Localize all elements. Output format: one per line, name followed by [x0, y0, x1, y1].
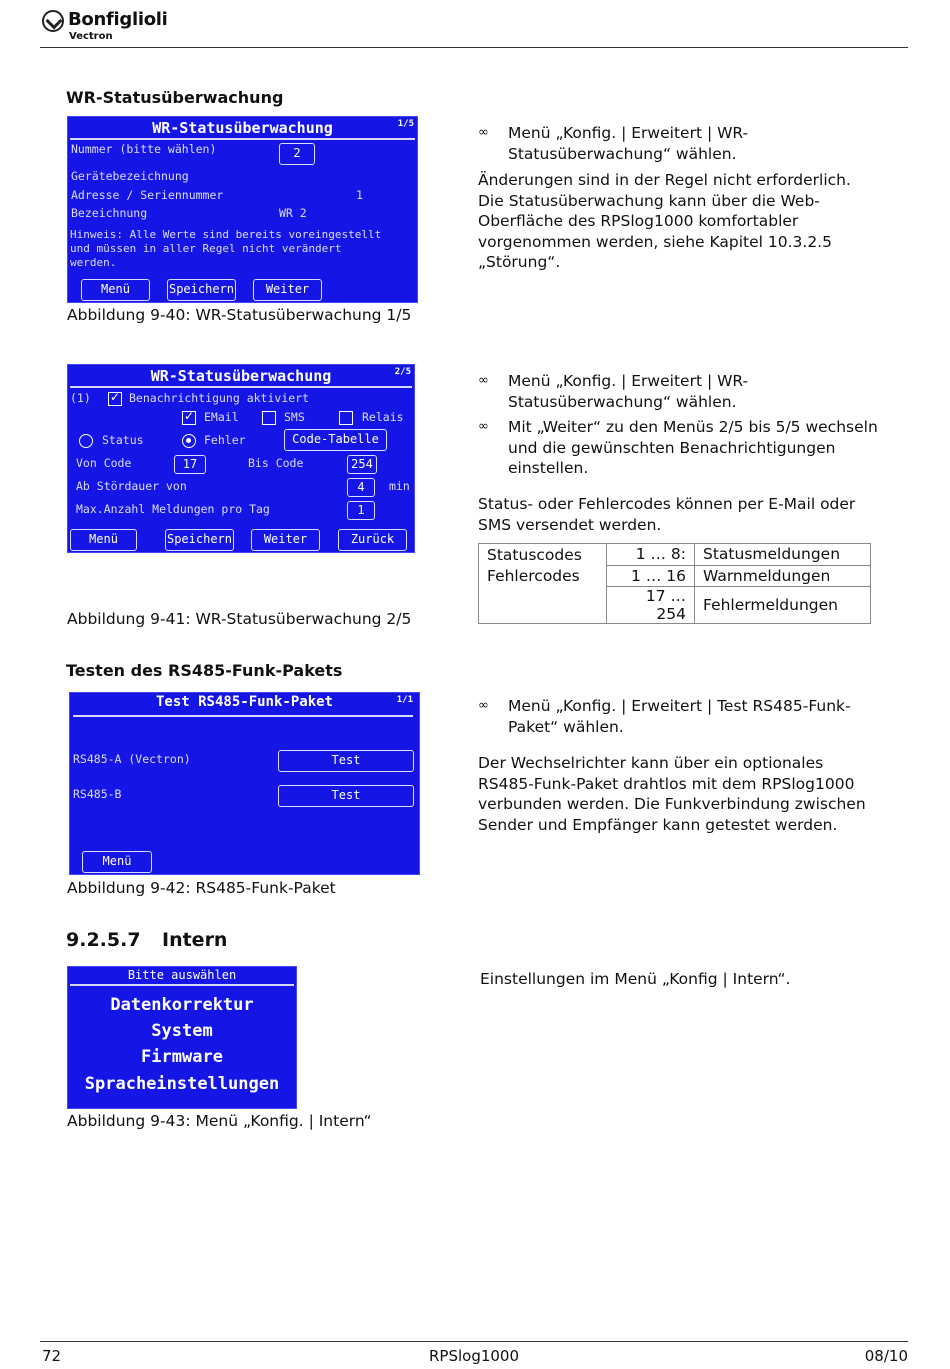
lcd-index: (1): [70, 391, 91, 405]
lcd-divider: [73, 715, 413, 717]
page-footer: [40, 1341, 908, 1367]
lcd-page: 1/1: [396, 695, 413, 705]
next-button[interactable]: Weiter: [251, 529, 320, 551]
paragraph-s3: Der Wechselrichter kann über ein optionales RS485-Funk-Paket drahtlos mit dem RPSlog1000 verbunden werden. Die Funkverbindung zwischen Sender und Empfänger kann getestet werden.: [478, 754, 866, 834]
save-button[interactable]: Speichern: [167, 279, 236, 301]
rs485-a-label: RS485-A (Vectron): [73, 752, 191, 766]
table-cell: 1 … 8:: [607, 544, 695, 566]
table-row: [479, 587, 871, 624]
save-button[interactable]: Speichern: [165, 529, 234, 551]
bonfiglioli-logo-icon: [42, 10, 64, 32]
next-button[interactable]: Weiter: [253, 279, 322, 301]
lcd-row-bezeichnung: Bezeichnung: [71, 206, 148, 220]
menu-button[interactable]: Menü: [82, 851, 152, 873]
paragraph-s4: Einstellungen im Menü „Konfig | Intern“.: [480, 970, 791, 988]
lcd-title: Bitte auswählen: [127, 968, 237, 982]
menu-item-system[interactable]: System: [151, 1021, 213, 1041]
relais-checkbox[interactable]: [339, 411, 353, 425]
table-cell: 17 … 254: [607, 587, 695, 624]
lcd-page: 1/5: [397, 119, 414, 129]
von-code-label: Von Code: [76, 456, 132, 470]
lcd-divider: [70, 386, 412, 388]
benachrichtigung-label: Benachrichtigung aktiviert: [129, 391, 310, 405]
lcd-divider: [70, 138, 415, 140]
footer-date: 08/10: [864, 1347, 908, 1365]
code-table-button[interactable]: Code-Tabelle: [284, 429, 387, 451]
lcd-hint-3: werden.: [70, 256, 117, 269]
relais-label: Relais: [362, 410, 404, 424]
paragraph-s2: Status- oder Fehlercodes können per E-Mail oder SMS versendet werden.: [478, 495, 856, 534]
adresse-value: 1: [356, 188, 363, 202]
sms-label: SMS: [284, 410, 305, 424]
table-cell: Warnmeldungen: [695, 565, 871, 587]
table-cell: Statuscodes: [479, 544, 607, 566]
menu-button[interactable]: Menü: [70, 529, 137, 551]
bullet-icon: ∞: [478, 419, 489, 434]
lcd-screen-status-1: [67, 116, 418, 303]
max-meldungen-label: Max.Anzahl Meldungen pro Tag: [76, 502, 270, 516]
sms-checkbox[interactable]: [262, 411, 276, 425]
bullet-s1: [478, 123, 878, 164]
table-row: [479, 544, 871, 566]
table-cell: Fehlercodes: [479, 565, 607, 587]
bullet-icon: ∞: [478, 373, 489, 388]
menu-button[interactable]: Menü: [81, 279, 150, 301]
benachrichtigung-checkbox[interactable]: [108, 392, 122, 406]
lcd-page: 2/5: [394, 367, 411, 377]
status-radio[interactable]: [79, 434, 93, 448]
max-meldungen-field[interactable]: 1: [347, 501, 375, 520]
menu-item-spracheinstellungen[interactable]: Spracheinstellungen: [84, 1074, 280, 1094]
back-button[interactable]: Zurück: [338, 529, 407, 551]
lcd-row-adresse: Adresse / Seriennummer: [71, 188, 224, 202]
figure-caption-9-41: Abbildung 9-41: WR-Statusüberwachung 2/5: [67, 610, 412, 628]
bullet-icon: ∞: [478, 125, 489, 140]
bis-code-label: Bis Code: [248, 456, 304, 470]
figure-caption-9-40: Abbildung 9-40: WR-Statusüberwachung 1/5: [67, 306, 412, 324]
status-label: Status: [102, 433, 144, 447]
bullet-text: Menü „Konfig. | Erweitert | WR-Statusüberwachung“ wählen.: [508, 124, 749, 163]
fehler-radio[interactable]: [182, 434, 196, 448]
page-header: [40, 8, 908, 48]
lcd-hint-1: Hinweis: Alle Werte sind bereits voreingestellt: [70, 228, 382, 241]
table-cell: Fehlermeldungen: [695, 587, 871, 624]
table-cell: [479, 587, 607, 624]
section-heading-wr: WR-Statusüberwachung: [66, 88, 284, 107]
brand-name: Bonfiglioli: [68, 9, 168, 30]
page-number: 72: [42, 1347, 62, 1365]
section-heading-rs485: Testen des RS485-Funk-Pakets: [66, 661, 343, 680]
stoerdauer-label: Ab Stördauer von: [76, 479, 187, 493]
bis-code-field[interactable]: 254: [347, 455, 377, 474]
chapter-heading: [66, 929, 227, 951]
lcd-title: WR-Statusüberwachung: [150, 367, 332, 385]
min-label: min: [389, 479, 410, 493]
bullet-text: Mit „Weiter“ zu den Menüs 2/5 bis 5/5 wechseln und die gewünschten Benachrichtigungen einstellen.: [508, 418, 878, 477]
table-cell: Statusmeldungen: [695, 544, 871, 566]
lcd-divider: [70, 984, 294, 986]
von-code-field[interactable]: 17: [174, 455, 206, 474]
stoerdauer-field[interactable]: 4: [347, 478, 375, 497]
bullet-text: Menü „Konfig. | Erweitert | WR-Statusüberwachung“ wählen.: [508, 372, 749, 411]
email-checkbox[interactable]: [182, 411, 196, 425]
test-b-button[interactable]: Test: [278, 785, 414, 807]
nummer-field[interactable]: 2: [279, 143, 315, 165]
fehler-label: Fehler: [204, 433, 246, 447]
bullet-s3: [478, 696, 878, 737]
table-row: [479, 565, 871, 587]
bullet-icon: ∞: [478, 698, 489, 713]
lcd-hint-2: und müssen in aller Regel nicht verändert: [70, 242, 342, 255]
menu-item-firmware[interactable]: Firmware: [141, 1047, 223, 1067]
figure-caption-9-42: Abbildung 9-42: RS485-Funk-Paket: [67, 879, 336, 897]
lcd-screen-intern: [67, 966, 297, 1109]
chapter-title: Intern: [162, 929, 228, 951]
rs485-b-label: RS485-B: [73, 787, 122, 801]
menu-item-datenkorrektur[interactable]: Datenkorrektur: [110, 995, 254, 1015]
lcd-title: WR-Statusüberwachung: [152, 119, 333, 137]
brand-sub: Vectron: [69, 31, 113, 42]
paragraph-s1: Änderungen sind in der Regel nicht erforderlich. Die Statusüberwachung kann über die Web-Oberfläche des RPSlog1000 komfortabler vorgenommen werden, siehe Kapitel 10.3.2.5 „Störung“.: [478, 171, 851, 271]
lcd-screen-rs485: [69, 692, 420, 875]
lcd-screen-status-2: [67, 364, 415, 553]
chapter-number: 9.2.5.7: [66, 929, 141, 951]
bullet-text: Menü „Konfig. | Erweitert | Test RS485-Funk-Paket“ wählen.: [508, 697, 851, 736]
email-label: EMail: [204, 410, 239, 424]
bezeichnung-value: WR 2: [279, 206, 307, 220]
lcd-title: Test RS485-Funk-Paket: [155, 694, 333, 710]
table-cell: 1 … 16: [607, 565, 695, 587]
lcd-row-nummer: Nummer (bitte wählen): [71, 142, 217, 156]
bullet-s2-2: [478, 417, 878, 479]
codes-table: [478, 543, 871, 624]
lcd-row-geraet: Gerätebezeichnung: [71, 169, 189, 183]
bullet-s2-1: [478, 371, 878, 412]
figure-caption-9-43: Abbildung 9-43: Menü „Konfig. | Intern“: [67, 1112, 372, 1130]
test-a-button[interactable]: Test: [278, 750, 414, 772]
footer-product: RPSlog1000: [428, 1347, 520, 1365]
